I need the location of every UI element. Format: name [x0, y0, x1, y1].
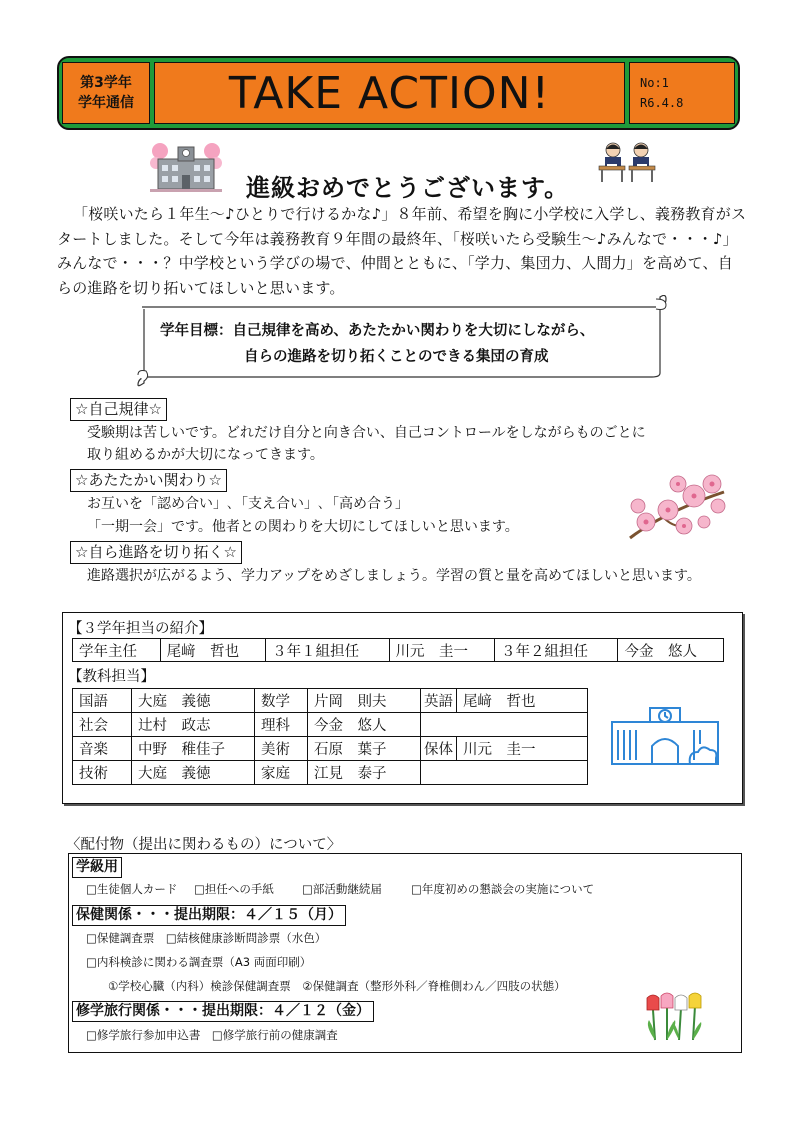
- handout-item: □保健調査票 □結核健康診断問診票（水色）: [86, 931, 327, 945]
- table-cell: 保体: [421, 737, 457, 761]
- homeroom-table: [72, 638, 724, 662]
- table-cell: 音楽: [73, 737, 132, 761]
- table-cell: 国語: [73, 689, 132, 713]
- issue-date: R6.4.8: [640, 96, 684, 110]
- handout-item: □部活動継続届: [302, 882, 382, 896]
- table-row: [73, 761, 588, 785]
- goal-line-1: 学年目標：自己規律を高め、あたたかい関わりを大切にしながら、: [160, 323, 595, 339]
- tulips-icon: [643, 990, 705, 1042]
- table-row: [73, 713, 588, 737]
- cherry-blossom-icon: [624, 462, 728, 546]
- handout-item: ①学校心臓（内科）検診保健調査票 ②保健調査（整形外科／脊椎側わん／四肢の状態）: [108, 979, 566, 993]
- table-cell: 片岡 則夫: [308, 689, 421, 713]
- school-building-icon: [150, 137, 222, 193]
- table-cell: 今金 悠人: [308, 713, 421, 737]
- issue-number: No:1: [640, 76, 669, 90]
- handout-item: □年度初めの懇談会の実施について: [411, 882, 595, 896]
- table-cell: 技術: [73, 761, 132, 785]
- table-cell: 石原 葉子: [308, 737, 421, 761]
- table-cell: 辻村 政志: [132, 713, 255, 737]
- newsletter-title: TAKE ACTION!: [154, 62, 625, 124]
- category-class: 学級用: [72, 857, 122, 878]
- table-cell: 英語: [421, 689, 457, 713]
- students-at-desk-icon: [597, 140, 659, 184]
- section-head-career-path: ☆自ら進路を切り拓く☆: [70, 541, 242, 564]
- table-cell: ３年１組担任: [266, 639, 389, 662]
- staff-intro-label: 【３学年担当の紹介】: [68, 621, 213, 637]
- section-text: 取り組めるかが大切になってきます。: [87, 447, 324, 463]
- goal-scroll: [134, 295, 674, 387]
- table-cell: 大庭 義徳: [132, 689, 255, 713]
- grade-label: 第3学年: [80, 75, 132, 91]
- handout-item: □修学旅行参加申込書 □修学旅行前の健康調査: [86, 1028, 338, 1042]
- table-cell: ３年２組担任: [495, 639, 618, 662]
- table-cell: 今金 悠人: [618, 639, 724, 662]
- intro-paragraph: 「桜咲いたら１年生～♪ひとりで行けるかな♪」８年前、希望を胸に小学校に入学し、義務教育がスタートしました。そして今年は義務教育９年間の最終年、「桜咲いたら受験生～♪みんなで・・・♪」みんなで・・・？中学校という学びの場で、仲間とともに、「学力、集団力、人間力」を高めて、自らの進路を切り拓いてほしいと思います。: [57, 205, 747, 297]
- table-row: [73, 689, 588, 713]
- handout-item: □担任への手紙: [194, 882, 274, 896]
- section-head-warm-relations: ☆あたたかい関わり☆: [70, 469, 227, 492]
- table-cell: 美術: [255, 737, 308, 761]
- category-school-trip: 修学旅行関係・・・提出期限：４／１２（金）: [72, 1001, 374, 1022]
- handout-item: □内科検診に関わる調査票（A3 両面印刷）: [86, 955, 312, 969]
- newsletter-label: 学年通信: [78, 95, 134, 111]
- grade-box: [62, 62, 150, 124]
- table-cell: [421, 713, 588, 737]
- handout-item: □生徒個人カード: [86, 882, 178, 896]
- table-row: [73, 639, 724, 662]
- goal-line-2: 自らの進路を切り拓くことのできる集団の育成: [244, 349, 549, 365]
- table-cell: 川元 圭一: [389, 639, 495, 662]
- table-cell: 中野 稚佳子: [132, 737, 255, 761]
- table-cell: 川元 圭一: [457, 737, 588, 761]
- table-cell: 尾﨑 哲也: [160, 639, 266, 662]
- table-cell: 家庭: [255, 761, 308, 785]
- table-cell: 数学: [255, 689, 308, 713]
- school-clock-outline-icon: [610, 700, 720, 768]
- section-text: 受験期は苦しいです。どれだけ自分と向き合い、自己コントロールをしながらものごとに: [87, 425, 646, 441]
- section-text: お互いを「認め合い」､「支え合い」､「高め合う」: [87, 496, 409, 512]
- table-cell: 江見 泰子: [308, 761, 421, 785]
- table-cell: 大庭 義徳: [132, 761, 255, 785]
- table-cell: 学年主任: [73, 639, 161, 662]
- table-cell: [421, 761, 588, 785]
- handouts-title: 〈配付物（提出に関わるもの）について〉: [66, 837, 342, 853]
- category-health: 保健関係・・・提出期限：４／１５（月）: [72, 905, 346, 926]
- subject-label: 【教科担当】: [68, 669, 155, 685]
- table-cell: 理科: [255, 713, 308, 737]
- subject-table: [72, 688, 588, 785]
- issue-box: [629, 62, 735, 124]
- section-text: 進路選択が広がるよう、学力アップをめざしましょう。学習の質と量を高めてほしいと思います。: [87, 568, 701, 584]
- main-heading: 進級おめでとうございます。: [246, 174, 570, 202]
- table-cell: 尾﨑 哲也: [457, 689, 588, 713]
- table-cell: 社会: [73, 713, 132, 737]
- section-text: 「一期一会」です。他者との関わりを大切にしてほしいと思います。: [87, 519, 519, 535]
- section-head-self-discipline: ☆自己規律☆: [70, 398, 167, 421]
- table-row: [73, 737, 588, 761]
